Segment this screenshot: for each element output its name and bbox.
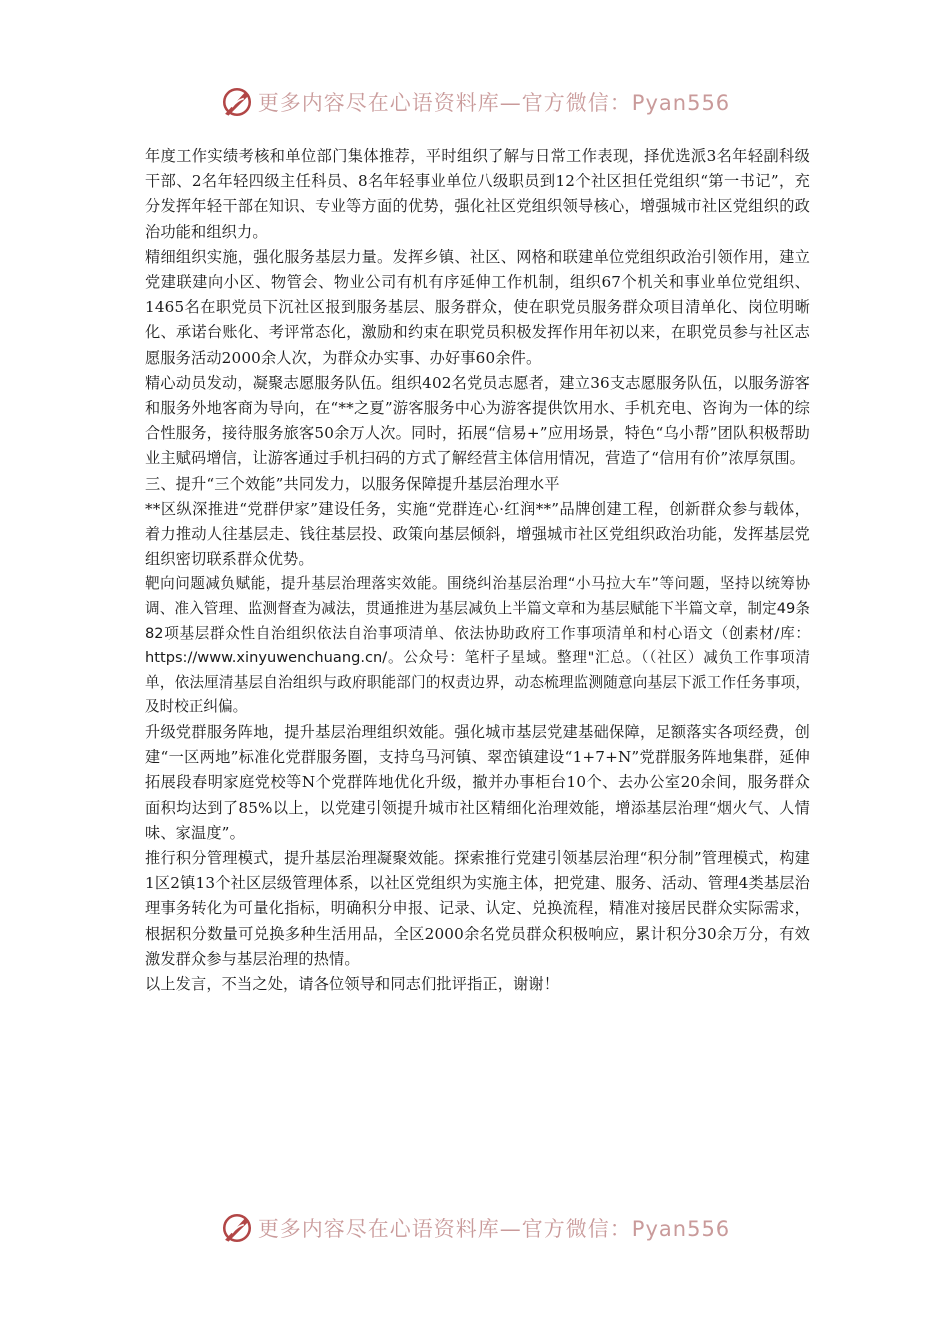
paragraph: 精心动员发动，凝聚志愿服务队伍。组织402名党员志愿者，建立36支志愿服务队伍，以服务游客和服务外地客商为导向，在“**之夏”游客服务中心为游客提供饮用水、手机充电、咨询为一体的综合性服务，接待服务旅客50余万人次。同时，拓展“信易+”应用场景，特色“乌小帮”团队积极帮助业主赋码增信，让游客通过手机扫码的方式了解经营主体信用情况，营造了“信用有价”浓厚氛围。	[145, 373, 810, 468]
paragraph: 年度工作实绩考核和单位部门集体推荐，平时组织了解与日常工作表现，择优选派3名年轻副科级干部、2名年轻四级主任科员、8名年轻事业单位八级职员到12个社区担任党组织“第一书记”，充分发挥年轻干部在知识、专业等方面的优势，强化社区党组织领导核心，增强城市社区党组织的政治功能和组织力。	[145, 147, 810, 241]
footer-banner	[0, 1208, 950, 1248]
closing-remark: 以上发言，不当之处，请各位领导和同志们批评指正，谢谢！	[145, 975, 560, 994]
paragraph: 推行积分管理模式，提升基层治理凝聚效能。探索推行党建引领基层治理“积分制”管理模式，构建1区2镇13个社区层级管理体系，以社区党组织为实施主体，把党建、服务、活动、管理4类基层治理事务转化为可量化指标，明确积分申报、记录、认定、兑换流程，精准对接居民群众实际需求，根据积分数量可兑换多种生活用品，全区2000余名党员群众积极响应，累计积分30余万分，有效激发群众参与基层治理的热情。	[145, 849, 810, 968]
section-heading: 三、提升“三个效能”共同发力，以服务保障提升基层治理水平	[145, 474, 560, 493]
header-banner-text: 更多内容尽在心语资料库—官方微信：Pyan556	[257, 91, 731, 115]
pen-logo-icon	[220, 85, 254, 119]
header-banner	[0, 82, 950, 122]
footer-banner-text: 更多内容尽在心语资料库—官方微信：Pyan556	[257, 1217, 731, 1241]
paragraph: 精细组织实施，强化服务基层力量。发挥乡镇、社区、网格和联建单位党组织政治引领作用，建立党建联建向小区、物管会、物业公司有机有序延伸工作机制，组织67个机关和事业单位党组织、1465名在职党员下沉社区报到服务基层、服务群众，使在职党员服务群众项目清单化、岗位明晰化、承诺台账化、考评常态化，激励和约束在职党员积极发挥作用年初以来，在职党员参与社区志愿服务活动2000余人次，为群众办实事、办好事60余件。	[145, 247, 810, 367]
paragraph: **区纵深推进“党群伊家”建设任务，实施“党群连心·红润**”品牌创建工程，创新群众参与载体，着力推动人往基层走、钱往基层投、政策向基层倾斜，增强城市社区党组织政治功能，发挥基层党组织密切联系群众优势。	[145, 499, 810, 569]
pen-logo-icon	[220, 1211, 254, 1245]
paragraph: 升级党群服务阵地，提升基层治理组织效能。强化城市基层党建基础保障，足额落实各项经费，创建“一区两地”标准化党群服务圈，支持乌马河镇、翠峦镇建设“1+7+N”党群服务阵地集群，延伸拓展段春明家庭党校等N个党群阵地优化升级，撤并办事柜台10个、去办公室20余间，服务群众面积均达到了85%以上，以党建引领提升城市社区精细化治理效能，增添基层治理“烟火气、人情味、家温度”。	[145, 723, 810, 842]
paragraph: 靶向问题减负赋能，提升基层治理落实效能。围绕纠治基层治理“小马拉大车”等问题，坚持以统筹协调、准入管理、监测督查为减法，贯通推进为基层减负上半篇文章和为基层赋能下半篇文章，制定49条82项基层群众性自治组织依法自治事项清单、依法协助政府工作事项清单和村心语文（创素材/库：https://www.xinyuwenchuang.cn/。公众号：笔杆子星域。整理"汇总。（（社区）减负工作事项清单，依法厘清基层自治组织与政府职能部门的权责边界，动态梳理监测随意向基层下派工作任务事项，及时校正纠偏。	[145, 575, 810, 716]
document-body	[145, 144, 810, 997]
